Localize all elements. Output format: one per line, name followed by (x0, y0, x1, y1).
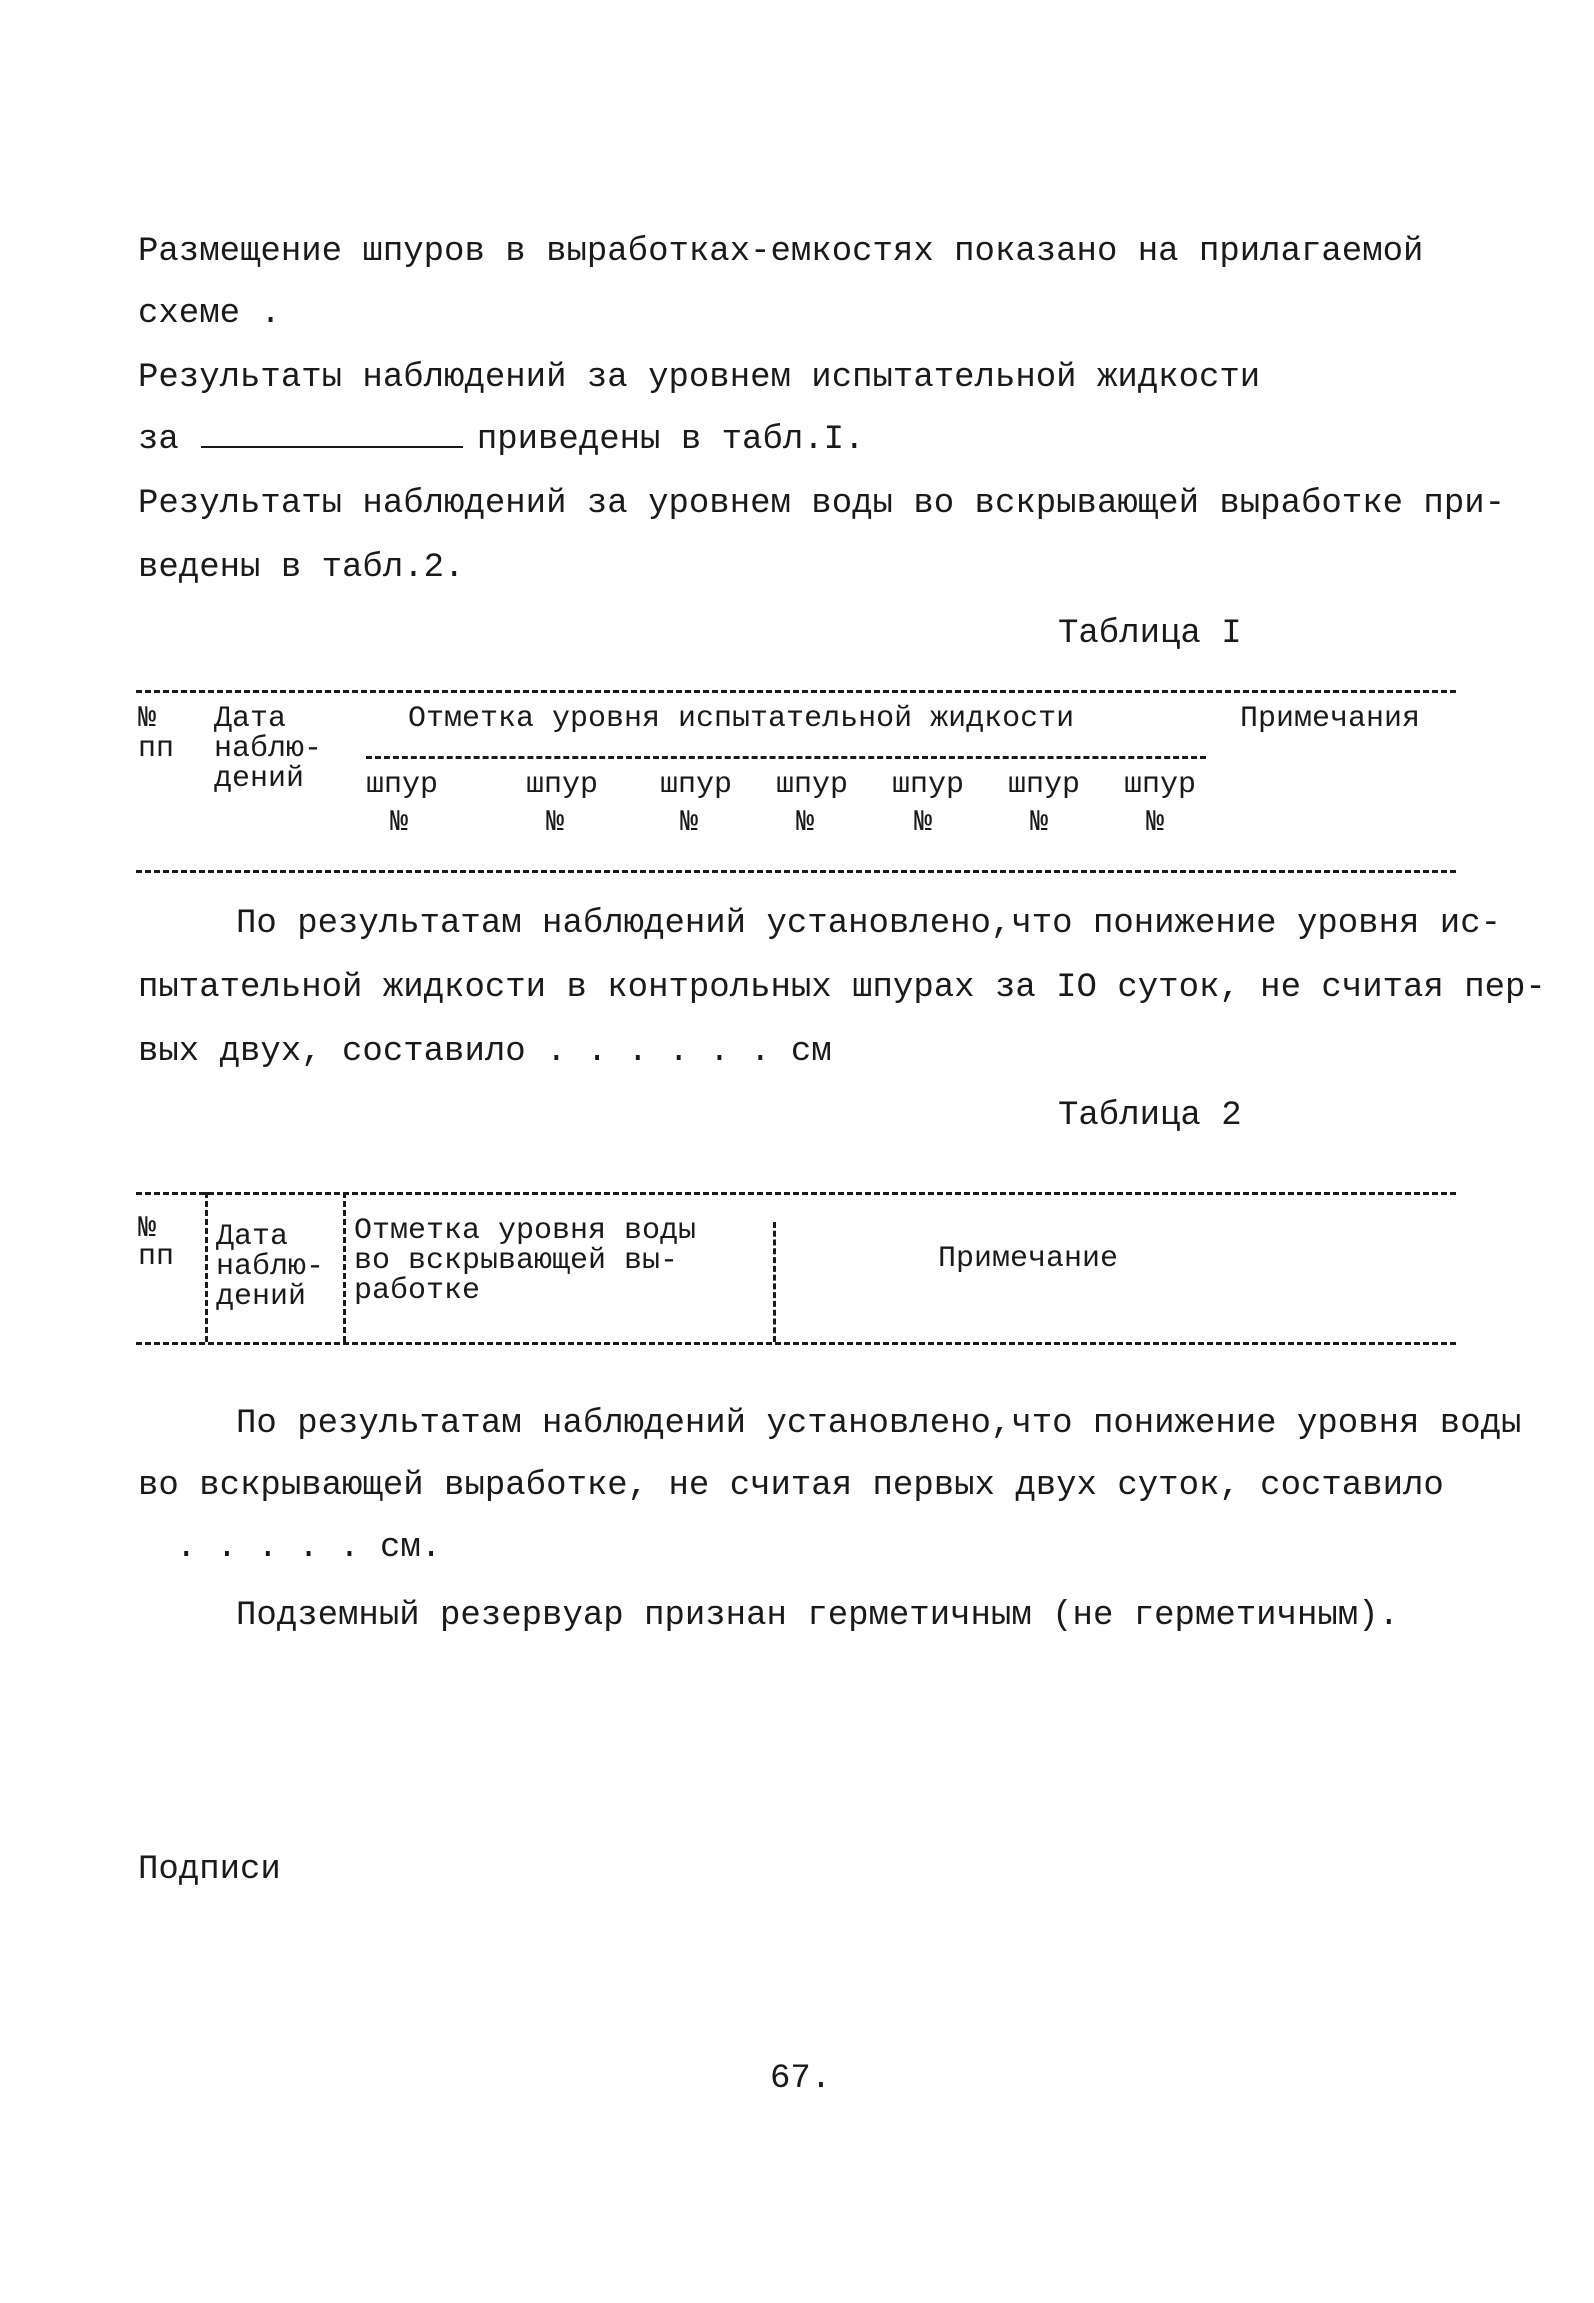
table2-col-level-line3: работке (354, 1274, 481, 1308)
table1-caption: Таблица I (1058, 615, 1242, 653)
table1-subcol-5: шпур (892, 768, 965, 802)
table1-subcol-2: шпур (526, 768, 599, 802)
table2-col-num-sign: № (138, 1212, 157, 1246)
blank-period-field (201, 420, 463, 448)
table1-subcol-1: шпур (366, 768, 439, 802)
result1-line2: пытательной жидкости в контрольных шпурах за IO суток, не считая пер- (138, 969, 1546, 1007)
paragraph-results-water-line1: Результаты наблюдений за уровнем воды во вскрывающей выработке при- (138, 485, 1506, 523)
table1-col-date-line3: дений (214, 762, 305, 796)
prefix-za: за (138, 421, 179, 459)
table1-top-rule (136, 690, 1456, 693)
table2-col-date-line1: Дата (216, 1220, 289, 1254)
table1-bottom-rule (136, 870, 1456, 873)
table1-subcol-num-1: № (390, 806, 409, 840)
page-number: 67. (770, 2060, 832, 2098)
table2-col-date-line3: дений (216, 1280, 307, 1314)
table2-col-date-line2: наблю- (216, 1250, 325, 1284)
table1-subcol-num-5: № (914, 806, 933, 840)
table1-sub-rule (366, 756, 1206, 759)
paragraph-placement-line2: схеме . (138, 295, 281, 333)
paragraph-results-fluid-line1: Результаты наблюдений за уровнем испытательной жидкости (138, 359, 1261, 397)
table2-col-level-line2: во вскрывающей вы- (354, 1244, 679, 1278)
table1-subcol-4: шпур (776, 768, 849, 802)
suffix-table-ref: приведены в табл.I. (476, 421, 865, 459)
table1-col-notes: Примечания (1240, 702, 1421, 736)
table1-col-num-pp: пп (138, 732, 175, 766)
table2-divider-1 (205, 1192, 208, 1342)
table1-subcol-num-6: № (1030, 806, 1049, 840)
result1-line1: По результатам наблюдений установлено,что понижение уровня ис- (236, 905, 1502, 943)
table2-caption: Таблица 2 (1058, 1097, 1242, 1135)
signatures-label: Подписи (138, 1851, 281, 1889)
table2-col-num-pp: пп (138, 1240, 175, 1274)
conclusion-text: Подземный резервуар признан герметичным (не герметичным). (236, 1597, 1399, 1635)
paragraph-placement-line1: Размещение шпуров в выработках-емкостях показано на прилагаемой (138, 233, 1424, 271)
result2-line3: . . . . . см. (176, 1529, 442, 1567)
table1-subcol-7: шпур (1124, 768, 1197, 802)
table1-col-date-line1: Дата (214, 702, 287, 736)
table1-subcol-num-2: № (546, 806, 565, 840)
table1-subcol-num-7: № (1146, 806, 1165, 840)
table2-divider-2 (343, 1192, 346, 1342)
table1-subcol-num-4: № (796, 806, 815, 840)
paragraph-results-water-line2: ведены в табл.2. (138, 549, 465, 587)
result2-line1: По результатам наблюдений установлено,что понижение уровня воды (236, 1405, 1522, 1443)
table1-col-level: Отметка уровня испытательной жидкости (408, 702, 1075, 736)
table1-col-date-line2: наблю- (214, 732, 323, 766)
result2-line2: во вскрывающей выработке, не считая первых двух суток, составило (138, 1467, 1444, 1505)
result1-line3: вых двух, составило . . . . . . см (138, 1033, 832, 1071)
table2-top-rule (136, 1192, 1456, 1195)
table1-subcol-3: шпур (660, 768, 733, 802)
table1-subcol-num-3: № (680, 806, 699, 840)
table2-bottom-rule (136, 1342, 1456, 1345)
table2-col-notes: Примечание (938, 1242, 1119, 1276)
table2-col-level-line1: Отметка уровня воды (354, 1214, 697, 1248)
paragraph-results-fluid-line2 (138, 420, 864, 460)
table1-col-num-sign: № (138, 702, 157, 736)
table2-divider-3 (773, 1222, 776, 1342)
table1-subcol-6: шпур (1008, 768, 1081, 802)
